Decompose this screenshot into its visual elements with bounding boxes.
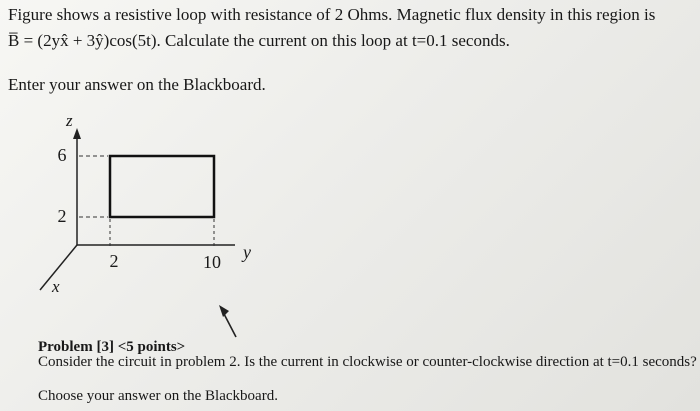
problem-instruction: Enter your answer on the Blackboard. [8, 75, 266, 94]
z-axis-arrowhead [73, 128, 81, 139]
y-axis-label: y [243, 242, 251, 262]
z-tick-2: 2 [57, 206, 67, 226]
pointer-arrow-shaft [223, 312, 236, 337]
problem3-header: Problem [3] <5 points> [38, 339, 186, 355]
pointer-arrow-head [219, 305, 229, 317]
z-axis-label: z [66, 111, 73, 130]
problem-text-line2-rest: . Calculate the current on this loop at t=0.1 seconds. [156, 31, 510, 50]
flux-density-formula: B̅ = (2yx̂ + 3ŷ)cos(5t) [8, 31, 157, 50]
problem-text-line1: Figure shows a resistive loop with resistance of 2 Ohms. Magnetic flux density in this region is [8, 5, 656, 24]
problem3-instruction: Choose your answer on the Blackboard. [38, 388, 278, 404]
y-tick-10: 10 [203, 252, 221, 272]
z-tick-6: 6 [57, 145, 67, 165]
problem3-question: Consider the circuit in problem 2. Is the current in clockwise or counter-clockwise direction at t=0.1 seconds? [38, 354, 697, 370]
y-tick-2: 2 [109, 251, 119, 271]
x-axis-label: x [52, 277, 60, 296]
resistive-loop [110, 156, 214, 217]
